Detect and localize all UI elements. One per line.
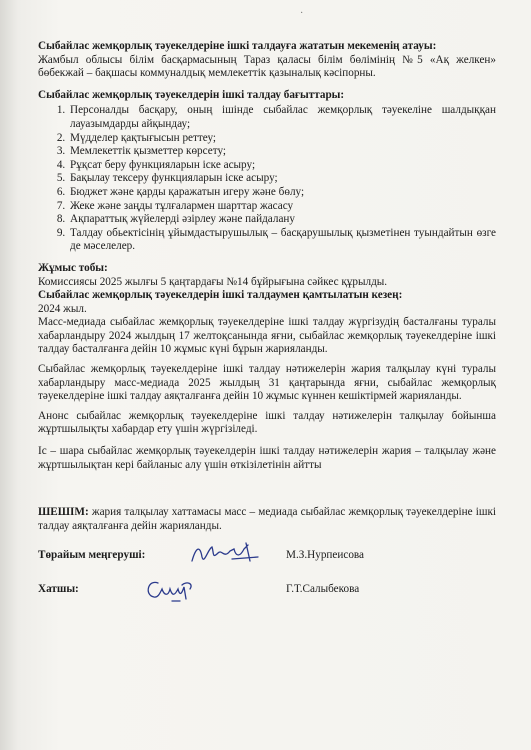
- list-item: 4. Рұқсат беру функцияларын іске асыру;: [68, 159, 496, 173]
- directions-list: [38, 104, 496, 254]
- directions-heading: Сыбайлас жемқорлық тәуекелдерін ішкі талдау бағыттары:: [38, 88, 345, 101]
- document-body: [38, 40, 496, 601]
- media-results-paragraph: Сыбайлас жемқорлық тәуекелдеріне ішкі талдау нәтижелерін жария талқылау күні туралы хабарландыру масс-медиада 2025 жылдың 31 қаңтарында яғни, сыбайлас жемқорлық тәуекелдеріне ішкі талдау аяқталғанға дейін 10 жұмыс күннен кешіктірмей жарияланды.: [38, 363, 496, 403]
- list-item: 1. Персоналды басқару, оның ішінде сыбайлас жемқорлық тәуекеліне шалдыққан лауазымдарды айқындау;: [68, 104, 496, 131]
- chair-signature-icon: [188, 539, 268, 569]
- org-heading: Сыбайлас жемқорлық тәуекелдеріне ішкі талдауға жататын мекеменің атауы:: [38, 40, 437, 52]
- scan-speck: ·: [300, 8, 304, 19]
- chair-name: М.З.Нурпеисова: [286, 549, 365, 562]
- period-heading: Сыбайлас жемқорлық тәуекелдерін ішкі талдаумен қамтылатын кезең:: [38, 289, 403, 302]
- event-paragraph: Іс – шара сыбайлас жемқорлық тәуекелдерін ішкі талдау нәтижелерін жария – талқылау және жұртшылықтан кері байланыс алу үшін өткізілетінін айтты: [38, 445, 496, 471]
- secretary-signature-icon: [142, 575, 202, 605]
- org-name: Жамбыл облысы білім басқармасының Тараз қаласы білім бөлімінің №5 «Ақ желкен» бөбекжай – бақшасы коммуналдық мемлекеттік қазыналық кәсіпорны.: [38, 53, 496, 80]
- list-item: 9. Талдау обьектісінің ұйымдастырушылық – басқарушылық қызметінен туындайтын өзге де мәселелер.: [68, 227, 496, 254]
- announcement-paragraph: Анонс сыбайлас жемқорлық тәуекелдеріне ішкі талдау нәтижелерін талқылау бойынша жұртшылықты хабардар ету үшін жүргізіледі.: [38, 409, 496, 436]
- list-item: 2. Мүдделер қақтығысын реттеу;: [68, 132, 496, 146]
- decision-paragraph: [38, 506, 496, 533]
- list-item: 8. Ақпараттық жүйелерді әзірлеу және пайдалану: [68, 213, 496, 227]
- secretary-label: Хатшы:: [38, 583, 79, 596]
- secretary-signature-row: [38, 577, 496, 601]
- list-item: 3. Мемлекеттік қызметтер көрсету;: [68, 145, 496, 159]
- chair-signature-row: [38, 543, 496, 567]
- secretary-name: Г.Т.Салыбекова: [286, 583, 360, 596]
- media-start-paragraph: Масс-медиада сыбайлас жемқорлық тәуекелдеріне ішкі талдау жүргізудің басталғаны туралы хабарландыру 2024 жылдың 17 желтоқсанында яғни, сыбайлас жемқорлық тәуекелдеріне ішкі талдау басталғанға дейін 10 жұмыс күні бұрын жарияланды.: [38, 316, 496, 356]
- list-item: 5. Бақылау тексеру функцияларын іске асыру;: [68, 172, 496, 186]
- group-text: Комиссиясы 2025 жылғы 5 қаңтардағы №14 бұйрығына сәйкес құрылды.: [38, 275, 388, 288]
- period-value: 2024 жыл.: [38, 302, 87, 315]
- list-item: 7. Жеке және заңды тұлғалармен шарттар жасасу: [68, 200, 496, 214]
- decision-text: жария талқылау хаттамасы масс – медиада сыбайлас жемқорлық тәуекелдеріне ішкі талдау аяқталғанға дейін жарияланды.: [38, 506, 496, 532]
- list-item: 6. Бюджет және қарды қаражатын игеру және бөлу;: [68, 186, 496, 200]
- group-heading: Жұмыс тобы:: [38, 261, 108, 274]
- decision-label: ШЕШІМ:: [38, 506, 89, 519]
- chair-label: Төрайым меңгеруші:: [38, 549, 146, 562]
